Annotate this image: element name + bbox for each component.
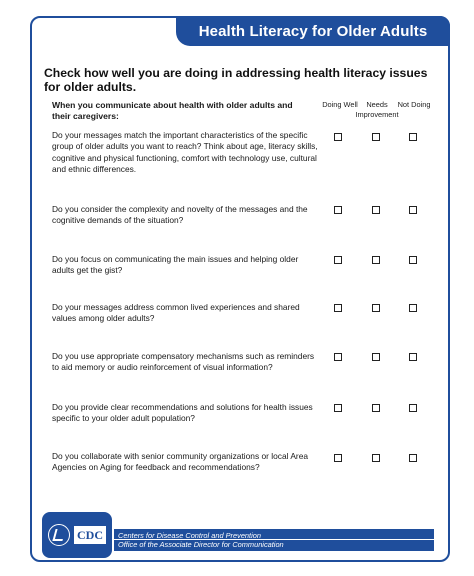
- page-title: Health Literacy for Older Adults: [198, 22, 428, 40]
- checklist-question: Do you collaborate with senior community organizations or local Area Agencies on Aging for feedback and recommendations?: [52, 451, 309, 473]
- cdc-logo-text: CDC: [74, 526, 106, 544]
- intro-text: Check how well you are doing in addressing health literacy issues for older adults.: [44, 66, 428, 94]
- checklist-question: Do you consider the complexity and novelty of the messages and the cognitive demands of the situation?: [52, 204, 308, 226]
- checkbox-doing-well[interactable]: [334, 133, 342, 141]
- column-doing-well: Doing Well: [322, 100, 358, 109]
- checkbox-doing-well[interactable]: [334, 454, 342, 462]
- checkbox-needs-improvement[interactable]: [372, 304, 380, 312]
- document-frame: [30, 16, 450, 562]
- checkbox-not-doing[interactable]: [409, 353, 417, 361]
- checkbox-doing-well[interactable]: [334, 206, 342, 214]
- section-question: When you communicate about health with older adults and their caregivers:: [52, 100, 293, 121]
- checkbox-needs-improvement[interactable]: [372, 256, 380, 264]
- cdc-logo: [42, 512, 112, 558]
- checkbox-not-doing[interactable]: [409, 256, 417, 264]
- checkbox-needs-improvement[interactable]: [372, 404, 380, 412]
- checkbox-doing-well[interactable]: [334, 304, 342, 312]
- checklist-header: [52, 100, 442, 126]
- checkbox-not-doing[interactable]: [409, 133, 417, 141]
- checkbox-doing-well[interactable]: [334, 404, 342, 412]
- checklist-question: Do you provide clear recommendations and solutions for health issues specific to your older adult population?: [52, 402, 313, 424]
- checkbox-not-doing[interactable]: [409, 454, 417, 462]
- checkbox-not-doing[interactable]: [409, 206, 417, 214]
- footer-office-name: Office of the Associate Director for Communication: [118, 540, 284, 549]
- checklist-question: Do you focus on communicating the main issues and helping older adults get the gist?: [52, 254, 299, 276]
- checkbox-needs-improvement[interactable]: [372, 206, 380, 214]
- checkbox-not-doing[interactable]: [409, 304, 417, 312]
- checkbox-not-doing[interactable]: [409, 404, 417, 412]
- column-not-doing: Not Doing: [397, 100, 431, 109]
- checkbox-needs-improvement[interactable]: [372, 353, 380, 361]
- checklist-question: Do your messages address common lived experiences and shared values among older adults?: [52, 302, 300, 324]
- title-banner: [176, 16, 450, 46]
- footer: [42, 512, 450, 552]
- footer-org-name: Centers for Disease Control and Prevention: [118, 531, 261, 540]
- checkbox-needs-improvement[interactable]: [372, 133, 380, 141]
- footer-bar: [114, 529, 434, 551]
- checkbox-doing-well[interactable]: [334, 353, 342, 361]
- checklist-question: Do your messages match the important characteristics of the specific group of older adults you want to reach? Think about age, literacy skills, cognitive and physical functioning, comfort with technology use, cultural and ethnic differences.: [52, 130, 318, 175]
- hhs-seal-icon: [48, 524, 70, 546]
- checkbox-doing-well[interactable]: [334, 256, 342, 264]
- checklist-question: Do you use appropriate compensatory mechanisms such as reminders to aid memory or audio reinforcement of visual information?: [52, 351, 315, 373]
- column-needs-improvement: Needs Improvement: [355, 100, 399, 119]
- checkbox-needs-improvement[interactable]: [372, 454, 380, 462]
